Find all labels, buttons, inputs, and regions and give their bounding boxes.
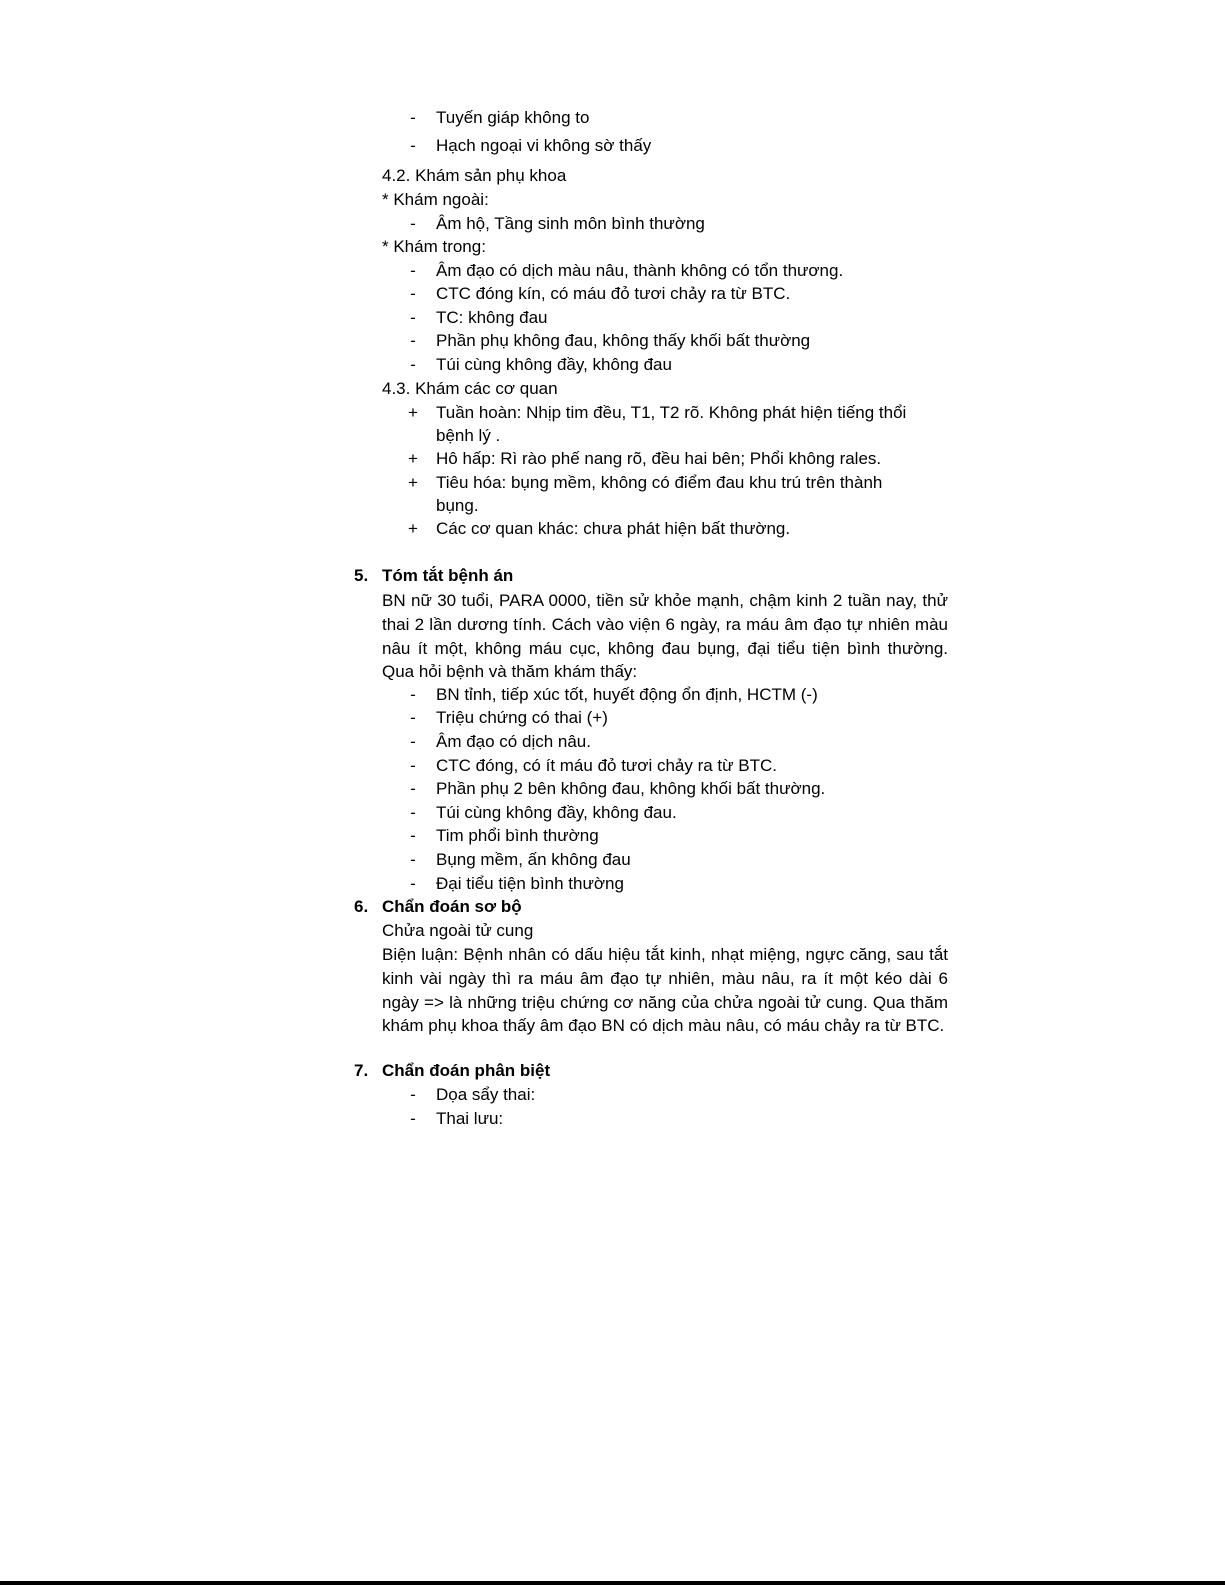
section-number-6: 6.: [354, 897, 369, 916]
list-bullet: -: [410, 214, 416, 233]
summary-paragraph: BN nữ 30 tuổi, PARA 0000, tiền sử khỏe mạnh, chậm kinh 2 tuần nay, thử thai 2 lần dương tính. Cách vào viện 6 ngày, ra máu âm đạo tự nhiên màu nâu ít một, không máu cục, không đau bụng, đại tiểu tiện bình thường. Qua hỏi bệnh và thăm khám thấy:: [382, 591, 948, 682]
list-bullet: -: [410, 803, 416, 822]
list-item: Triệu chứng có thai (+): [436, 708, 608, 727]
list-item: Các cơ quan khác: chưa phát hiện bất thường.: [436, 519, 791, 538]
list-bullet: -: [410, 685, 416, 704]
list-item: Âm hộ, Tầng sinh môn bình thường: [436, 214, 705, 233]
list-item: Đại tiểu tiện bình thường: [436, 874, 624, 893]
list-item: Túi cùng không đầy, không đau.: [436, 803, 677, 822]
list-item: Tim phổi bình thường: [436, 826, 599, 845]
list-item: Thai lưu:: [436, 1109, 504, 1128]
section-heading-4-2: 4.2. Khám sản phụ khoa: [382, 166, 567, 185]
section-title-6: Chẩn đoán sơ bộ: [382, 897, 522, 916]
section-title-5: Tóm tắt bệnh án: [382, 566, 514, 585]
list-bullet: -: [410, 355, 416, 374]
list-bullet: -: [410, 732, 416, 751]
list-bullet: +: [408, 403, 418, 422]
list-item: Dọa sẩy thai:: [436, 1085, 536, 1104]
list-bullet: -: [410, 284, 416, 303]
list-bullet: +: [408, 449, 418, 468]
list-item: Âm đạo có dịch nâu.: [436, 732, 591, 751]
list-item: Hạch ngoại vi không sờ thấy: [436, 136, 652, 155]
page-bottom-border: [0, 1581, 1225, 1585]
list-item: Phần phụ không đau, không thấy khối bất thường: [436, 331, 811, 350]
list-bullet: -: [410, 1085, 416, 1104]
section-number-5: 5.: [354, 566, 369, 585]
list-bullet: -: [410, 779, 416, 798]
list-item: Phần phụ 2 bên không đau, không khối bất thường.: [436, 779, 826, 798]
kham-ngoai-label: * Khám ngoài:: [382, 190, 489, 209]
list-item: Túi cùng không đầy, không đau: [436, 355, 672, 374]
list-item: Tuyến giáp không to: [436, 108, 590, 127]
list-bullet: +: [408, 473, 418, 492]
list-item: TC: không đau: [436, 308, 548, 327]
list-item: CTC đóng kín, có máu đỏ tươi chảy ra từ BTC.: [436, 284, 791, 303]
preliminary-diagnosis: Chửa ngoài tử cung: [382, 921, 534, 940]
list-bullet: -: [410, 1109, 416, 1128]
section-number-7: 7.: [354, 1061, 369, 1080]
list-item: Tuần hoàn: Nhịp tim đều, T1, T2 rõ. Không phát hiện tiếng thổi: [436, 403, 907, 422]
kham-trong-label: * Khám trong:: [382, 237, 486, 256]
section-heading-4-3: 4.3. Khám các cơ quan: [382, 379, 558, 398]
list-item: CTC đóng, có ít máu đỏ tươi chảy ra từ BTC.: [436, 756, 777, 775]
list-bullet: -: [410, 756, 416, 775]
list-item: BN tỉnh, tiếp xúc tốt, huyết động ổn định, HCTM (-): [436, 685, 818, 704]
diagnosis-argument: Biện luận: Bệnh nhân có dấu hiệu tắt kinh, nhạt miệng, ngực căng, sau tắt kinh vài ngày thì ra máu âm đạo tự nhiên, màu nâu, ra ít một kéo dài 6 ngày => là những triệu chứng cơ năng của chửa ngoài tử cung. Qua thăm khám phụ khoa thấy âm đạo BN có dịch màu nâu, có máu chảy ra từ BTC.: [382, 945, 948, 1036]
section-title-7: Chẩn đoán phân biệt: [382, 1061, 551, 1080]
list-item: Bụng mềm, ấn không đau: [436, 850, 631, 869]
list-bullet: -: [410, 331, 416, 350]
list-bullet: -: [410, 850, 416, 869]
list-item: Âm đạo có dịch màu nâu, thành không có tổn thương.: [436, 261, 844, 280]
list-bullet: -: [410, 261, 416, 280]
list-bullet: +: [408, 519, 418, 538]
list-item: Hô hấp: Rì rào phế nang rõ, đều hai bên; Phổi không rales.: [436, 449, 882, 468]
list-item-continuation: bệnh lý .: [436, 426, 501, 445]
list-bullet: -: [410, 136, 416, 155]
list-bullet: -: [410, 826, 416, 845]
list-item: Tiêu hóa: bụng mềm, không có điểm đau khu trú trên thành: [436, 473, 883, 492]
list-bullet: -: [410, 108, 416, 127]
list-item-continuation: bụng.: [436, 496, 479, 515]
list-bullet: -: [410, 708, 416, 727]
list-bullet: -: [410, 308, 416, 327]
list-bullet: -: [410, 874, 416, 893]
